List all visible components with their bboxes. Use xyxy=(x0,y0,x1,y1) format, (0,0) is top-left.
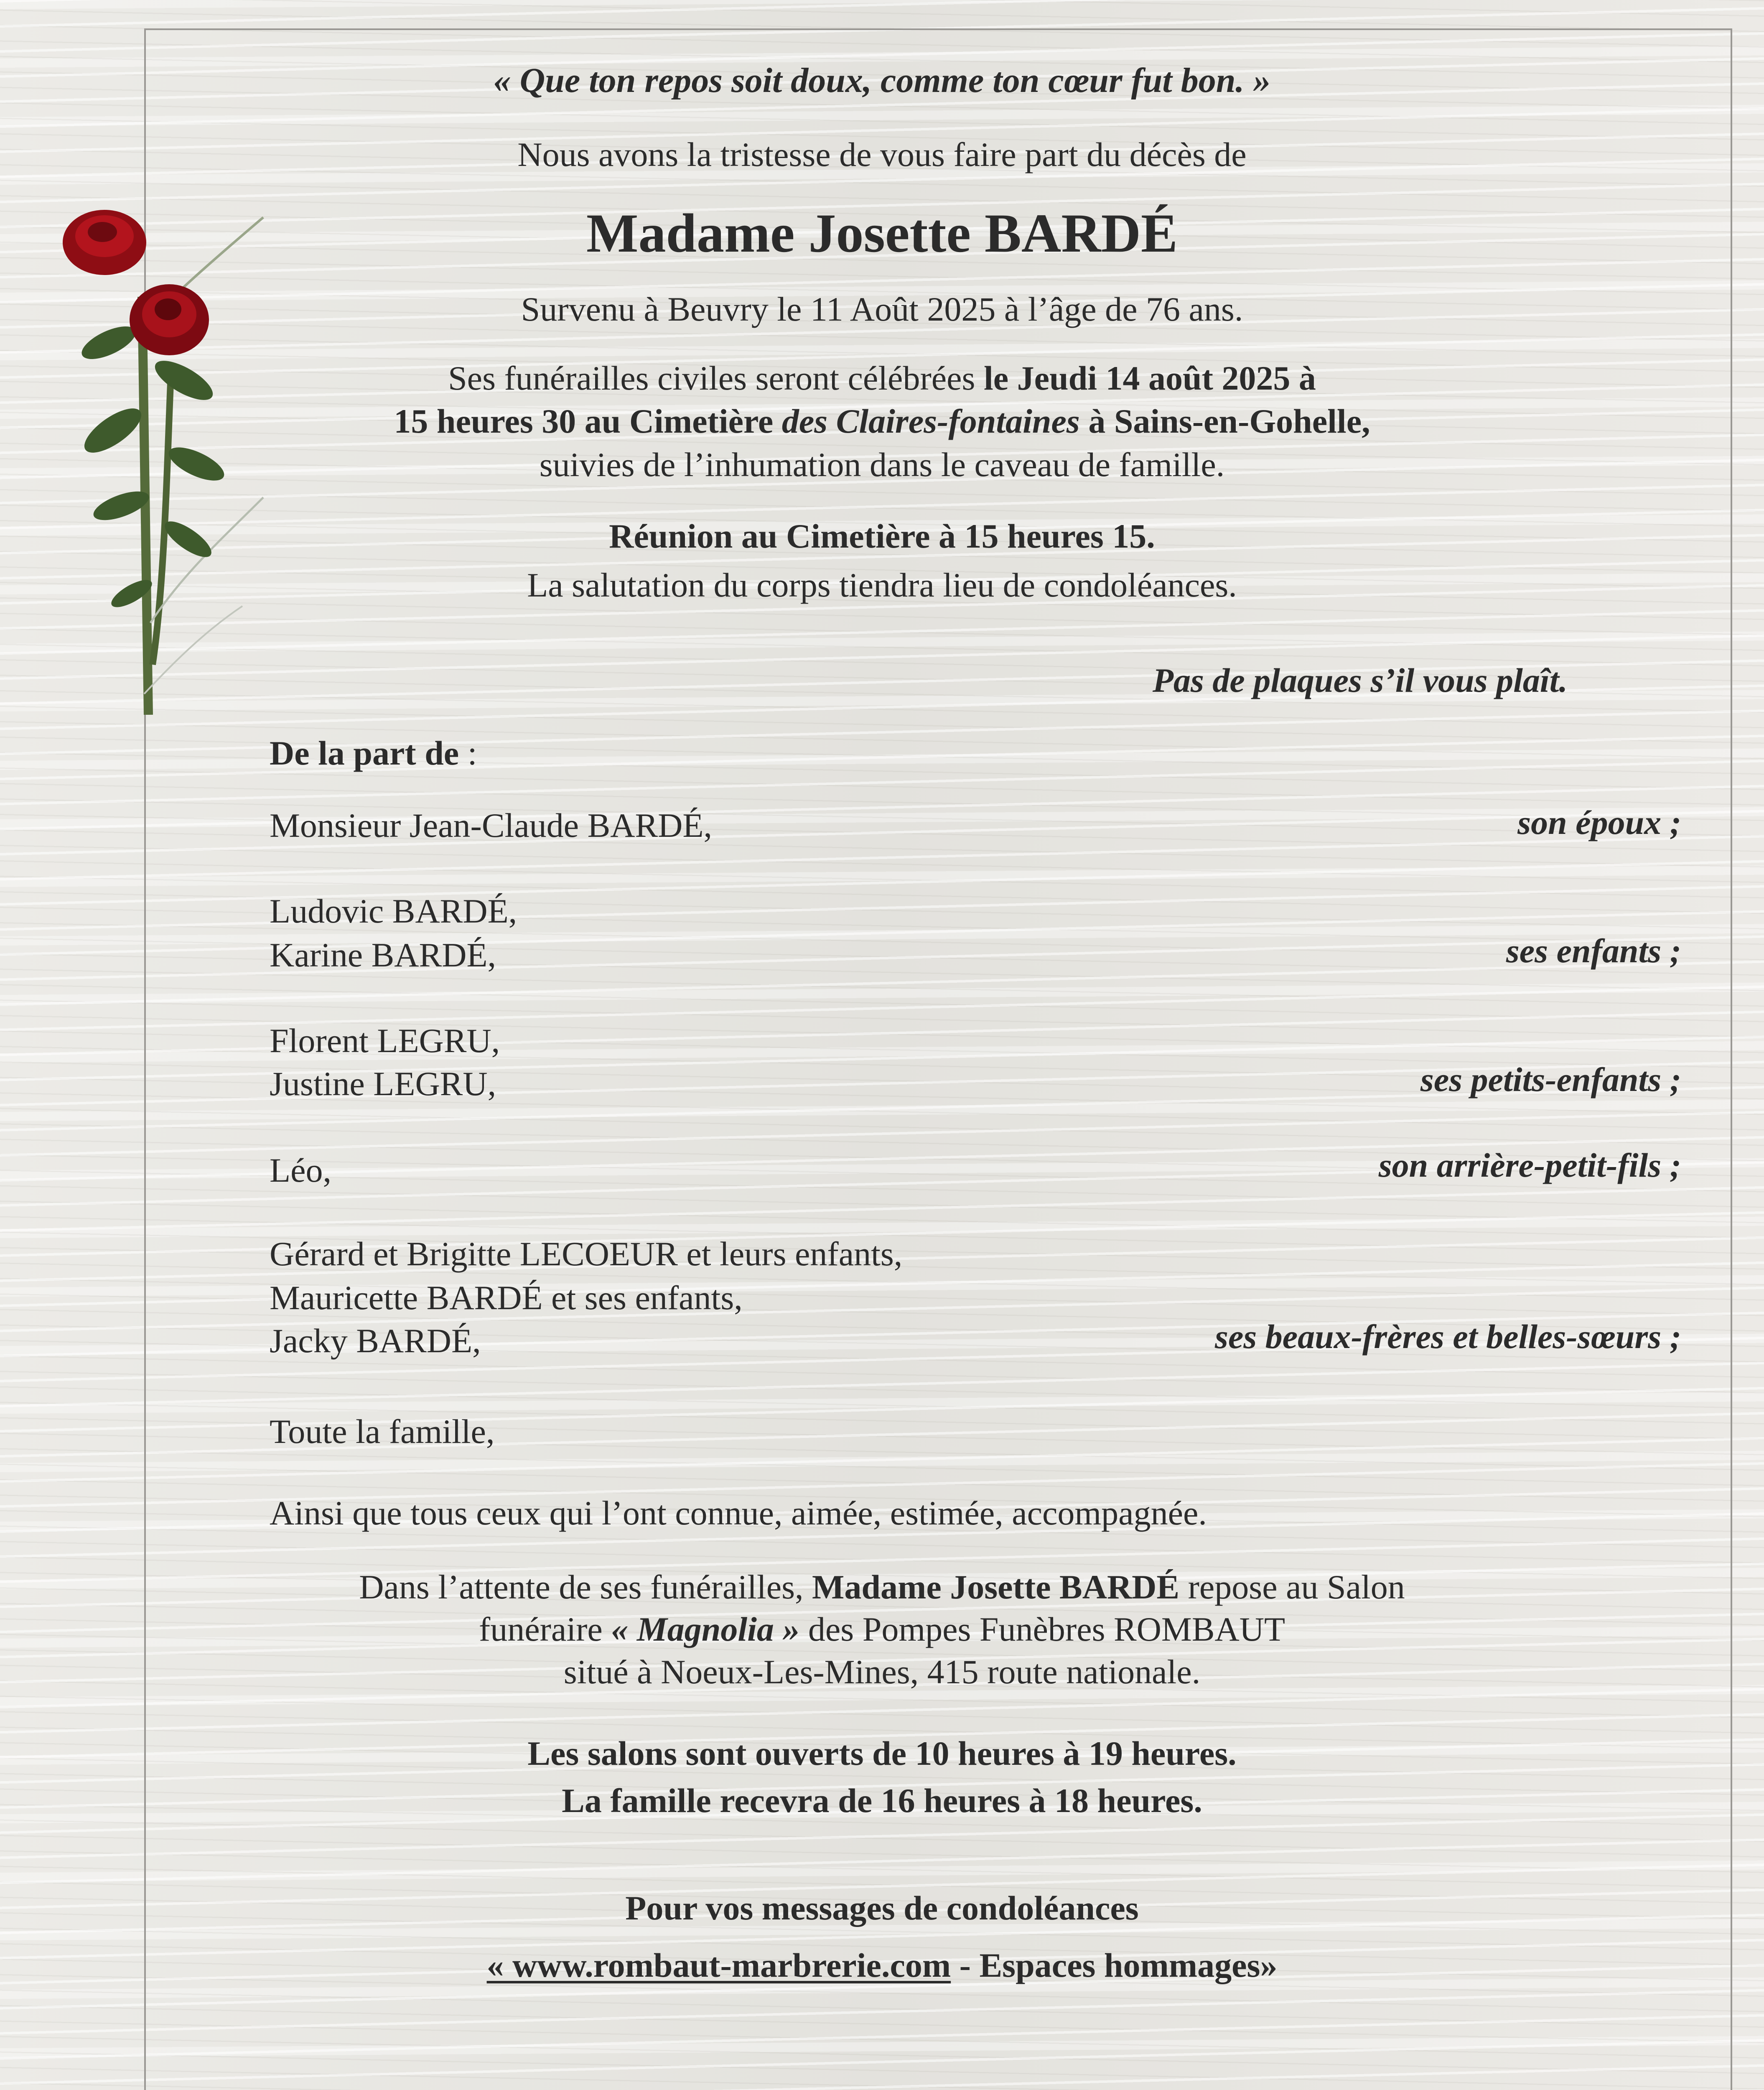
family-relation: ses enfants ; xyxy=(1506,932,1681,970)
death-info: Survenu à Beuvry le 11 Août 2025 à l’âge de 76 ans. xyxy=(521,290,1243,328)
family-name: Florent LEGRU, xyxy=(270,1022,500,1060)
all-others: Ainsi que tous ceux qui l’ont connue, aimée, estimée, accompagnée. xyxy=(270,1494,1207,1532)
epitaph-quote: « Que ton repos soit doux, comme ton cœur fut bon. » xyxy=(493,61,1271,100)
salutation-info: La salutation du corps tiendra lieu de condoléances. xyxy=(527,566,1237,604)
intro-text: Nous avons la tristesse de vous faire part du décès de xyxy=(517,135,1247,173)
cemetery-name: des Claires-fontaines xyxy=(781,402,1080,440)
funeral-line-1 xyxy=(0,357,1764,399)
family-relation: son époux ; xyxy=(1517,803,1681,841)
family-name: Mauricette BARDÉ et ses enfants, xyxy=(270,1279,743,1317)
family-relation: son arrière-petit-fils ; xyxy=(1378,1146,1681,1184)
funeral-time: 15 heures 30 au Cimetière xyxy=(394,402,782,440)
rest-line-1 xyxy=(0,1566,1764,1608)
family-name: Ludovic BARDÉ, xyxy=(270,892,517,930)
deceased-name: Madame Josette BARDÉ xyxy=(586,202,1178,264)
funeral-line-3: suivies de l’inhumation dans le caveau de famille. xyxy=(539,446,1225,484)
whole-family: Toute la famille, xyxy=(270,1412,495,1450)
funeral-date: le Jeudi 14 août 2025 à xyxy=(983,359,1316,397)
family-hours: La famille recevra de 16 heures à 18 heures. xyxy=(562,1782,1202,1820)
condolences-suffix: - Espaces hommages» xyxy=(951,1946,1278,1984)
family-name: Monsieur Jean-Claude BARDÉ, xyxy=(270,806,712,844)
rest-text: Dans l’attente de ses funérailles, xyxy=(359,1568,812,1606)
funeral-line-2 xyxy=(0,400,1764,442)
family-name: Karine BARDÉ, xyxy=(270,936,496,974)
funeral-text: Ses funérailles civiles seront célébrées xyxy=(448,359,984,397)
salons-hours: Les salons sont ouverts de 10 heures à 19 heures. xyxy=(527,1734,1237,1772)
family-name: Léo, xyxy=(270,1151,331,1189)
rest-text: des Pompes Funèbres ROMBAUT xyxy=(799,1610,1285,1648)
rest-text: funéraire xyxy=(479,1610,611,1648)
meeting-info: Réunion au Cimetière à 15 heures 15. xyxy=(609,517,1155,555)
family-name: Jacky BARDÉ, xyxy=(270,1322,481,1360)
condolences-link[interactable]: « www.rombaut-marbrerie.com xyxy=(486,1946,951,1984)
no-plaques-notice: Pas de plaques s’il vous plaît. xyxy=(1152,661,1568,699)
from-colon: : xyxy=(459,734,477,772)
from-label: De la part de xyxy=(270,734,459,772)
rest-line-2 xyxy=(0,1608,1764,1650)
family-name: Gérard et Brigitte LECOEUR et leurs enfants, xyxy=(270,1235,903,1273)
condolences-line xyxy=(0,1945,1764,1986)
funeral-town: à Sains-en-Gohelle, xyxy=(1079,402,1370,440)
family-relation: ses petits-enfants ; xyxy=(1420,1060,1681,1099)
from-heading xyxy=(270,732,477,774)
condolences-title: Pour vos messages de condoléances xyxy=(625,1889,1139,1927)
family-relation: ses beaux-frères et belles-sœurs ; xyxy=(1215,1318,1681,1356)
rest-text: repose au Salon xyxy=(1179,1568,1405,1606)
salon-name: « Magnolia » xyxy=(611,1610,800,1648)
family-name: Justine LEGRU, xyxy=(270,1065,496,1103)
rest-line-3: situé à Noeux-Les-Mines, 415 route nationale. xyxy=(563,1653,1201,1691)
rest-name: Madame Josette BARDÉ xyxy=(812,1568,1180,1606)
